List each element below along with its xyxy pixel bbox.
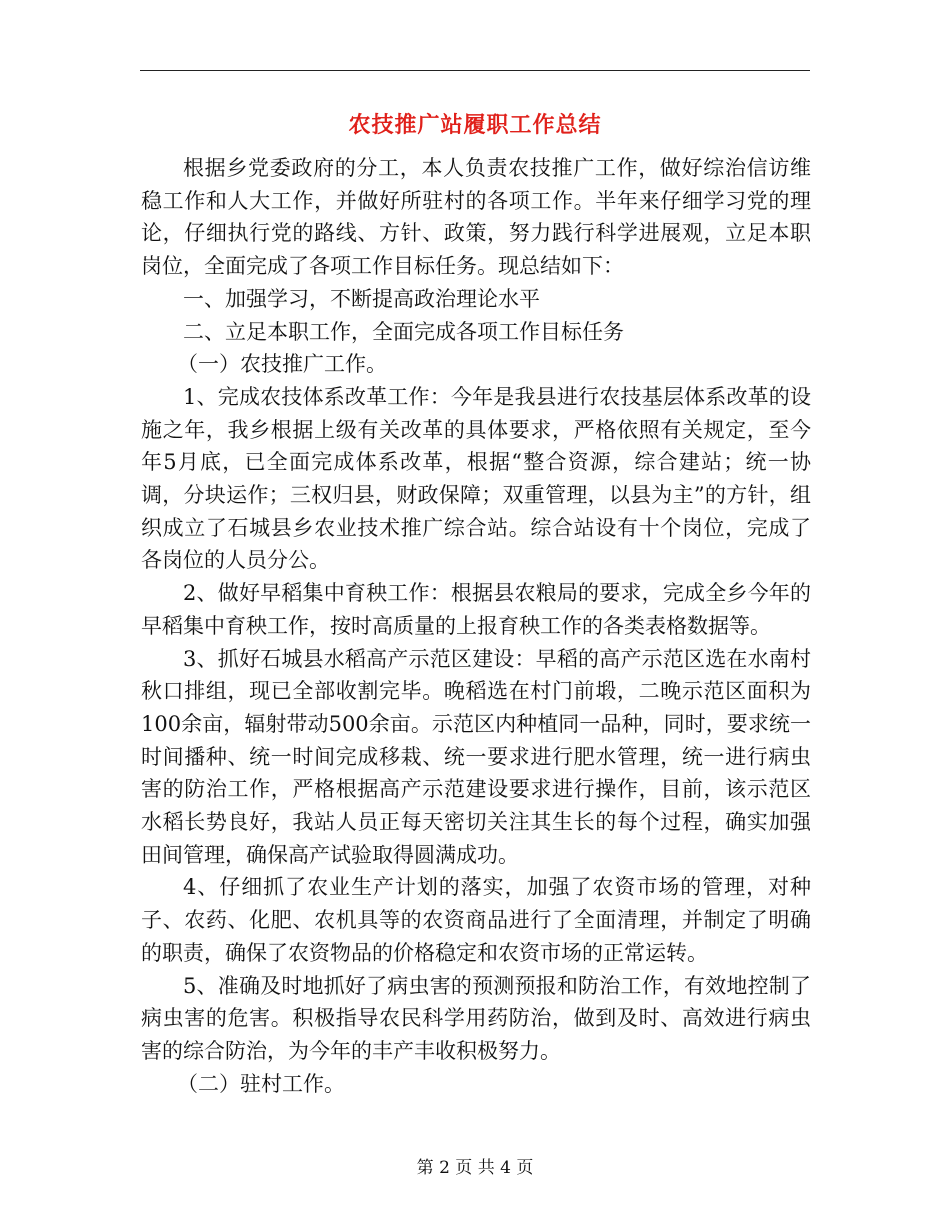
item-paragraph-1: 1、完成农技体系改革工作：今年是我县进行农技基层体系改革的设施之年，我乡根据上级有关改革的具体要求，严格依照有关规定，至今年5月底，已全面完成体系改革，根据“整合资源，综合建站；统一协调，分块运作；三权归县，财政保障；双重管理，以县为主”的方针，组织成立了石城县乡农业技术推广综合站。综合站设有十个岗位，完成了各岗位的人员分公。 [141,384,811,573]
subsection-heading-2: （二）驻村工作。 [177,1071,345,1096]
document-body [141,152,811,1100]
subsection-heading-1: （一）农技推广工作。 [177,352,387,377]
section-heading-2: 二、立足本职工作，全面完成各项工作目标任务 [183,319,624,344]
item-paragraph-2: 2、做好早稻集中育秧工作：根据县农粮局的要求，完成全乡今年的早稻集中育秧工作，按时高质量的上报育秧工作的各类表格数据等。 [141,581,811,638]
header-rule [140,70,810,71]
item-paragraph-5: 5、准确及时地抓好了病虫害的预测预报和防治工作，有效地控制了病虫害的危害。积极指导农民科学用药防治，做到及时、高效进行病虫害的综合防治，为今年的丰产丰收积极努力。 [141,973,811,1063]
page-number: 第 2 页 共 4 页 [416,1158,534,1178]
item-paragraph-4: 4、仔细抓了农业生产计划的落实，加强了农资市场的管理，对种子、农药、化肥、农机具等的农资商品进行了全面清理，并制定了明确的职责，确保了农资物品的价格稳定和农资市场的正常运转。 [141,875,811,965]
document-title: 农技推广站履职工作总结 [348,112,602,138]
intro-paragraph: 根据乡党委政府的分工，本人负责农技推广工作，做好综治信访维稳工作和人大工作，并做好所驻村的各项工作。半年来仔细学习党的理论，仔细执行党的路线、方针、政策，努力践行科学进展观，立足本职岗位，全面完成了各项工作目标任务。现总结如下： [141,156,811,279]
item-paragraph-3: 3、抓好石城县水稻高产示范区建设：早稻的高产示范区选在水南村秋口排组，现已全部收割完毕。晚稻选在村门前塅，二晚示范区面积为100余亩，辐射带动500余亩。示范区内种植同一品种，同时，要求统一时间播种、统一时间完成移栽、统一要求进行肥水管理，统一进行病虫害的防治工作，严格根据高产示范建设要求进行操作，目前，该示范区水稻长势良好，我站人员正每天密切关注其生长的每个过程，确实加强田间管理，确保高产试验取得圆满成功。 [141,646,811,867]
section-heading-1: 一、加强学习，不断提高政治理论水平 [183,286,540,311]
